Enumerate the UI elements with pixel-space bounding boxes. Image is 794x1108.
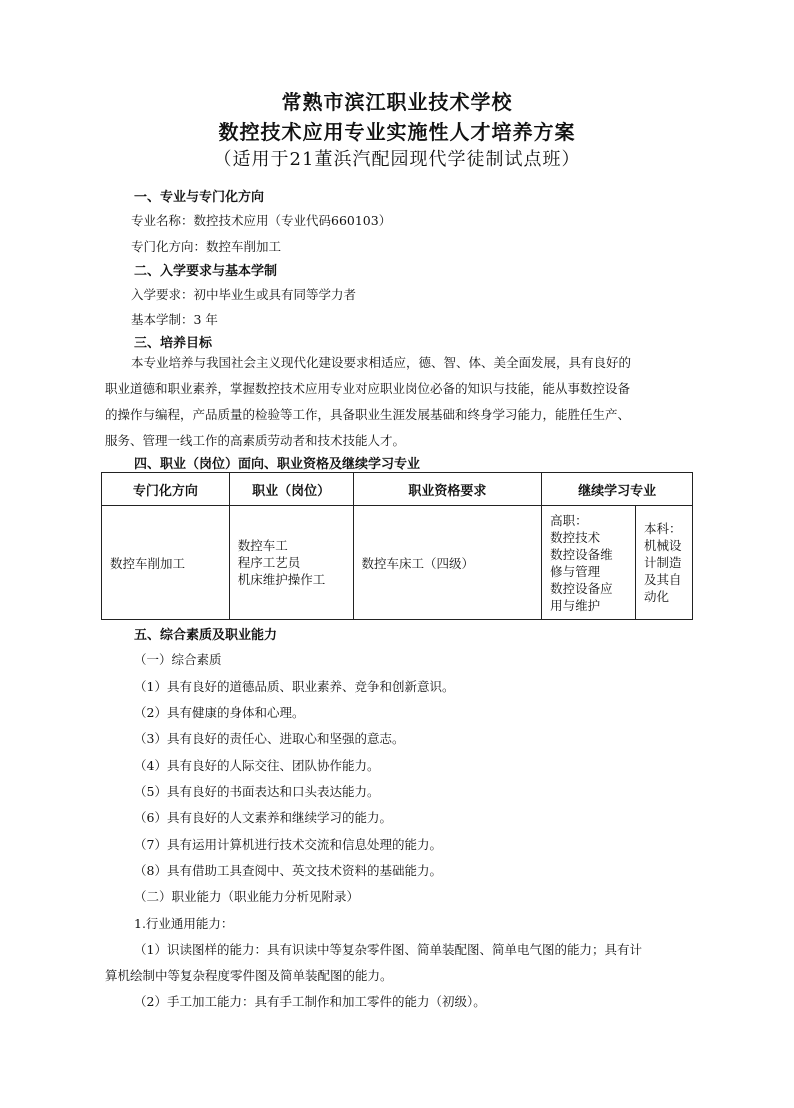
section-1-heading: 一、专业与专门化方向 <box>134 190 265 205</box>
table-row <box>102 506 693 620</box>
cell-higher-vocational: 高职： 数控技术 数控设备维 修与管理 数控设备应 用与维护 <box>542 506 636 620</box>
cell-occupation: 数控车工 程序工艺员 机床维护操作工 <box>229 506 353 620</box>
subsection-general-quality: （一）综合素质 <box>134 652 222 667</box>
header-qualification: 职业资格要求 <box>353 473 542 506</box>
section-5-heading: 五、综合素质及职业能力 <box>134 628 278 643</box>
section-3-heading: 三、培养目标 <box>134 336 213 351</box>
cell-undergraduate: 本科： 机械设 计制造 及其自 动化 <box>636 506 693 620</box>
objective-line: 本专业培养与我国社会主义现代化建设要求相适应，德、智、体、美全面发展，具有良好的 <box>131 355 632 370</box>
quality-item: （5）具有良好的书面表达和口头表达能力。 <box>134 784 380 799</box>
cell-specialization: 数控车削加工 <box>102 506 230 620</box>
objective-line: 的操作与编程，产品质量的检验等工作，具备职业生涯发展基础和终身学习能力，能胜任生产、 <box>105 407 631 422</box>
subsection-vocational-ability: （二）职业能力（职业能力分析见附录） <box>134 889 360 904</box>
major-name-line: 专业名称：数控技术应用（专业代码660103） <box>131 213 392 228</box>
ability-item-continued: 算机绘制中等复杂程度零件图及简单装配图的能力。 <box>105 968 393 983</box>
cell-qualification: 数控车床工（四级） <box>353 506 542 620</box>
school-title: 常熟市滨江职业技术学校 <box>281 90 513 114</box>
plan-scope-subtitle: （适用于21董浜汽配园现代学徒制试点班） <box>213 149 581 170</box>
quality-item: （4）具有良好的人际交往、团队协作能力。 <box>134 758 380 773</box>
quality-item: （8）具有借助工具查阅中、英文技术资料的基础能力。 <box>134 863 442 878</box>
section-4-heading: 四、职业（岗位）面向、职业资格及继续学习专业 <box>134 457 421 472</box>
study-length-line: 基本学制：3 年 <box>131 312 218 327</box>
objective-line: 服务、管理一线工作的高素质劳动者和技术技能人才。 <box>105 433 406 448</box>
ability-item: （2）手工加工能力：具有手工制作和加工零件的能力（初级）。 <box>134 994 486 1009</box>
header-specialization: 专门化方向 <box>102 473 230 506</box>
header-occupation: 职业（岗位） <box>229 473 353 506</box>
quality-item: （2）具有健康的身体和心理。 <box>134 705 305 720</box>
objective-line: 职业道德和职业素养，掌握数控技术应用专业对应职业岗位必备的知识与技能，能从事数控设备 <box>105 381 631 396</box>
plan-title: 数控技术应用专业实施性人才培养方案 <box>218 120 576 144</box>
section-2-heading: 二、入学要求与基本学制 <box>134 264 278 279</box>
quality-item: （1）具有良好的道德品质、职业素养、竞争和创新意识。 <box>134 679 455 694</box>
header-further-study: 继续学习专业 <box>542 473 693 506</box>
general-ability-heading: 1.行业通用能力： <box>134 916 234 931</box>
admission-requirement-line: 入学要求：初中毕业生或具有同等学力者 <box>131 287 357 302</box>
table-header-row <box>102 473 693 506</box>
specialization-line: 专门化方向：数控车削加工 <box>131 239 282 254</box>
quality-item: （6）具有良好的人文素养和继续学习的能力。 <box>134 810 392 825</box>
quality-item: （7）具有运用计算机进行技术交流和信息处理的能力。 <box>134 837 442 852</box>
quality-item: （3）具有良好的责任心、进取心和坚强的意志。 <box>134 731 405 746</box>
ability-item: （1）识读图样的能力：具有识读中等复杂零件图、简单装配图、简单电气图的能力；具有计 <box>134 942 642 957</box>
career-table <box>101 472 693 620</box>
